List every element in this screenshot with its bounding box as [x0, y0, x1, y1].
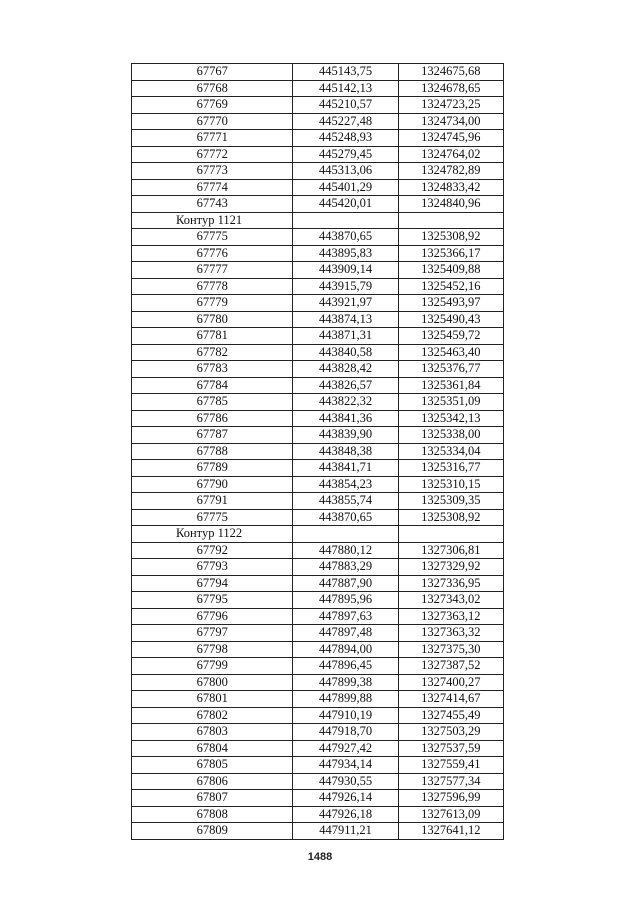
table-row	[132, 509, 504, 526]
table-row	[132, 179, 504, 196]
point-number-cell: 67801	[132, 691, 293, 708]
table-row	[132, 262, 504, 279]
y-coordinate-cell: 1327503,29	[398, 724, 503, 741]
point-number-cell: 67775	[132, 229, 293, 246]
x-coordinate-cell: 443915,79	[293, 278, 398, 295]
x-coordinate-cell: 443839,90	[293, 427, 398, 444]
x-coordinate-cell: 445142,13	[293, 80, 398, 97]
point-number-cell: 67798	[132, 641, 293, 658]
x-coordinate-cell: 447899,38	[293, 674, 398, 691]
y-coordinate-cell: 1325308,92	[398, 229, 503, 246]
x-coordinate-cell: 443870,65	[293, 229, 398, 246]
y-coordinate-cell: 1324782,89	[398, 163, 503, 180]
table-row	[132, 658, 504, 675]
y-coordinate-cell: 1325376,77	[398, 361, 503, 378]
y-coordinate-cell: 1325334,04	[398, 443, 503, 460]
table-row	[132, 196, 504, 213]
x-coordinate-cell: 443895,83	[293, 245, 398, 262]
table-row	[132, 757, 504, 774]
point-number-cell: 67786	[132, 410, 293, 427]
y-coordinate-cell: 1325351,09	[398, 394, 503, 411]
table-row	[132, 113, 504, 130]
empty-cell	[293, 526, 398, 543]
table-row	[132, 674, 504, 691]
point-number-cell: 67783	[132, 361, 293, 378]
point-number-cell: 67791	[132, 493, 293, 510]
x-coordinate-cell: 445420,01	[293, 196, 398, 213]
point-number-cell: 67807	[132, 790, 293, 807]
table-row	[132, 476, 504, 493]
x-coordinate-cell: 447897,48	[293, 625, 398, 642]
y-coordinate-cell: 1327363,12	[398, 608, 503, 625]
point-number-cell: 67789	[132, 460, 293, 477]
y-coordinate-cell: 1324723,25	[398, 97, 503, 114]
y-coordinate-cell: 1327343,02	[398, 592, 503, 609]
table-row	[132, 806, 504, 823]
x-coordinate-cell: 443826,57	[293, 377, 398, 394]
coordinates-table	[131, 63, 504, 840]
y-coordinate-cell: 1327641,12	[398, 823, 503, 840]
point-number-cell: 67796	[132, 608, 293, 625]
x-coordinate-cell: 447883,29	[293, 559, 398, 576]
point-number-cell: 67805	[132, 757, 293, 774]
table-row	[132, 493, 504, 510]
y-coordinate-cell: 1327613,09	[398, 806, 503, 823]
y-coordinate-cell: 1325409,88	[398, 262, 503, 279]
table-row	[132, 707, 504, 724]
point-number-cell: 67792	[132, 542, 293, 559]
point-number-cell: 67806	[132, 773, 293, 790]
y-coordinate-cell: 1327336,95	[398, 575, 503, 592]
y-coordinate-cell: 1324678,65	[398, 80, 503, 97]
y-coordinate-cell: 1327414,67	[398, 691, 503, 708]
y-coordinate-cell: 1325459,72	[398, 328, 503, 345]
x-coordinate-cell: 447927,42	[293, 740, 398, 757]
x-coordinate-cell: 447930,55	[293, 773, 398, 790]
point-number-cell: 67790	[132, 476, 293, 493]
x-coordinate-cell: 443840,58	[293, 344, 398, 361]
table-row	[132, 80, 504, 97]
point-number-cell: 67784	[132, 377, 293, 394]
table-row	[132, 394, 504, 411]
x-coordinate-cell: 443828,42	[293, 361, 398, 378]
page-number: 1488	[307, 851, 333, 863]
point-number-cell: 67780	[132, 311, 293, 328]
point-number-cell: 67774	[132, 179, 293, 196]
contour-label: Контур 1121	[132, 212, 293, 229]
point-number-cell: 67795	[132, 592, 293, 609]
x-coordinate-cell: 445313,06	[293, 163, 398, 180]
table-row	[132, 64, 504, 81]
point-number-cell: 67777	[132, 262, 293, 279]
point-number-cell: 67772	[132, 146, 293, 163]
y-coordinate-cell: 1327363,32	[398, 625, 503, 642]
table-row	[132, 229, 504, 246]
table-row	[132, 542, 504, 559]
point-number-cell: 67781	[132, 328, 293, 345]
table-row	[132, 377, 504, 394]
y-coordinate-cell: 1327577,34	[398, 773, 503, 790]
point-number-cell: 67743	[132, 196, 293, 213]
point-number-cell: 67770	[132, 113, 293, 130]
point-number-cell: 67800	[132, 674, 293, 691]
x-coordinate-cell: 447899,88	[293, 691, 398, 708]
point-number-cell: 67804	[132, 740, 293, 757]
point-number-cell: 67802	[132, 707, 293, 724]
x-coordinate-cell: 447880,12	[293, 542, 398, 559]
y-coordinate-cell: 1327387,52	[398, 658, 503, 675]
table-row	[132, 328, 504, 345]
x-coordinate-cell: 443874,13	[293, 311, 398, 328]
table-row	[132, 443, 504, 460]
y-coordinate-cell: 1324675,68	[398, 64, 503, 81]
point-number-cell: 67809	[132, 823, 293, 840]
y-coordinate-cell: 1327559,41	[398, 757, 503, 774]
table-row	[132, 592, 504, 609]
point-number-cell: 67803	[132, 724, 293, 741]
empty-cell	[398, 212, 503, 229]
y-coordinate-cell: 1325490,43	[398, 311, 503, 328]
x-coordinate-cell: 447894,00	[293, 641, 398, 658]
table-row	[132, 724, 504, 741]
point-number-cell: 67767	[132, 64, 293, 81]
contour-header-row	[132, 526, 504, 543]
point-number-cell: 67771	[132, 130, 293, 147]
table-row	[132, 773, 504, 790]
y-coordinate-cell: 1327400,27	[398, 674, 503, 691]
table-row	[132, 361, 504, 378]
table-row	[132, 245, 504, 262]
x-coordinate-cell: 445227,48	[293, 113, 398, 130]
y-coordinate-cell: 1325338,00	[398, 427, 503, 444]
x-coordinate-cell: 443921,97	[293, 295, 398, 312]
x-coordinate-cell: 445401,29	[293, 179, 398, 196]
x-coordinate-cell: 447926,18	[293, 806, 398, 823]
y-coordinate-cell: 1325361,84	[398, 377, 503, 394]
x-coordinate-cell: 447895,96	[293, 592, 398, 609]
empty-cell	[293, 212, 398, 229]
table-row	[132, 344, 504, 361]
x-coordinate-cell: 443871,31	[293, 328, 398, 345]
table-row	[132, 427, 504, 444]
table-row	[132, 740, 504, 757]
table-row	[132, 295, 504, 312]
x-coordinate-cell: 447910,19	[293, 707, 398, 724]
x-coordinate-cell: 447934,14	[293, 757, 398, 774]
x-coordinate-cell: 443822,32	[293, 394, 398, 411]
point-number-cell: 67773	[132, 163, 293, 180]
x-coordinate-cell: 447896,45	[293, 658, 398, 675]
x-coordinate-cell: 443855,74	[293, 493, 398, 510]
table-row	[132, 790, 504, 807]
y-coordinate-cell: 1327375,30	[398, 641, 503, 658]
x-coordinate-cell: 447918,70	[293, 724, 398, 741]
point-number-cell: 67768	[132, 80, 293, 97]
point-number-cell: 67787	[132, 427, 293, 444]
x-coordinate-cell: 447926,14	[293, 790, 398, 807]
y-coordinate-cell: 1327455,49	[398, 707, 503, 724]
table-row	[132, 575, 504, 592]
y-coordinate-cell: 1325342,13	[398, 410, 503, 427]
y-coordinate-cell: 1325366,17	[398, 245, 503, 262]
y-coordinate-cell: 1325452,16	[398, 278, 503, 295]
x-coordinate-cell: 443909,14	[293, 262, 398, 279]
coordinates-table-body	[132, 64, 504, 840]
table-row	[132, 460, 504, 477]
table-row	[132, 278, 504, 295]
y-coordinate-cell: 1327537,59	[398, 740, 503, 757]
point-number-cell: 67776	[132, 245, 293, 262]
y-coordinate-cell: 1325316,77	[398, 460, 503, 477]
y-coordinate-cell: 1327306,81	[398, 542, 503, 559]
table-row	[132, 97, 504, 114]
point-number-cell: 67775	[132, 509, 293, 526]
x-coordinate-cell: 443841,71	[293, 460, 398, 477]
x-coordinate-cell: 443848,38	[293, 443, 398, 460]
point-number-cell: 67808	[132, 806, 293, 823]
table-row	[132, 608, 504, 625]
point-number-cell: 67779	[132, 295, 293, 312]
empty-cell	[398, 526, 503, 543]
x-coordinate-cell: 447911,21	[293, 823, 398, 840]
x-coordinate-cell: 445248,93	[293, 130, 398, 147]
table-row	[132, 410, 504, 427]
y-coordinate-cell: 1324840,96	[398, 196, 503, 213]
x-coordinate-cell: 447887,90	[293, 575, 398, 592]
table-row	[132, 130, 504, 147]
y-coordinate-cell: 1325309,35	[398, 493, 503, 510]
table-row	[132, 559, 504, 576]
point-number-cell: 67794	[132, 575, 293, 592]
point-number-cell: 67788	[132, 443, 293, 460]
table-row	[132, 641, 504, 658]
table-row	[132, 311, 504, 328]
point-number-cell: 67782	[132, 344, 293, 361]
table-row	[132, 146, 504, 163]
table-row	[132, 625, 504, 642]
y-coordinate-cell: 1325463,40	[398, 344, 503, 361]
y-coordinate-cell: 1324833,42	[398, 179, 503, 196]
x-coordinate-cell: 443870,65	[293, 509, 398, 526]
table-row	[132, 823, 504, 840]
y-coordinate-cell: 1327596,99	[398, 790, 503, 807]
contour-header-row	[132, 212, 504, 229]
y-coordinate-cell: 1324734,00	[398, 113, 503, 130]
x-coordinate-cell: 447897,63	[293, 608, 398, 625]
y-coordinate-cell: 1324764,02	[398, 146, 503, 163]
x-coordinate-cell: 443854,23	[293, 476, 398, 493]
x-coordinate-cell: 445143,75	[293, 64, 398, 81]
point-number-cell: 67785	[132, 394, 293, 411]
point-number-cell: 67778	[132, 278, 293, 295]
y-coordinate-cell: 1325310,15	[398, 476, 503, 493]
y-coordinate-cell: 1325493,97	[398, 295, 503, 312]
x-coordinate-cell: 445210,57	[293, 97, 398, 114]
point-number-cell: 67799	[132, 658, 293, 675]
table-row	[132, 691, 504, 708]
y-coordinate-cell: 1325308,92	[398, 509, 503, 526]
y-coordinate-cell: 1324745,96	[398, 130, 503, 147]
point-number-cell: 67797	[132, 625, 293, 642]
y-coordinate-cell: 1327329,92	[398, 559, 503, 576]
point-number-cell: 67793	[132, 559, 293, 576]
contour-label: Контур 1122	[132, 526, 293, 543]
point-number-cell: 67769	[132, 97, 293, 114]
x-coordinate-cell: 443841,36	[293, 410, 398, 427]
table-row	[132, 163, 504, 180]
x-coordinate-cell: 445279,45	[293, 146, 398, 163]
